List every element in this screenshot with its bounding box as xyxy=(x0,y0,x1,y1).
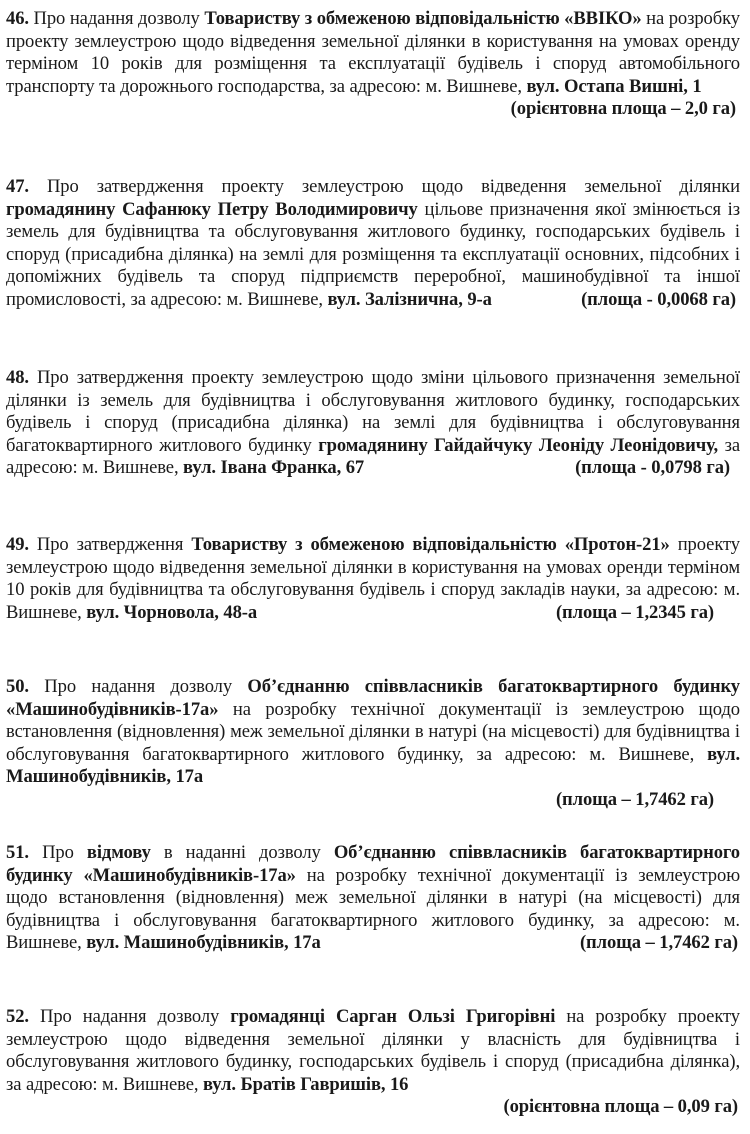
decision-item-52 xyxy=(6,1006,740,1119)
item-address: вул. Машинобудівників, 17а xyxy=(6,743,740,788)
decision-item-47 xyxy=(6,176,740,312)
item-number: 51. xyxy=(6,842,29,863)
item-number: 49. xyxy=(6,534,29,555)
item-text: проекту землеустрою щодо відведення земельної ділянки в користування на умовах оренди терміном 10 років для будівництва та обслуговування будівель і споруд закладів науки, за адресою: м. Вишневе, xyxy=(6,534,740,623)
item-number: 46. xyxy=(6,8,29,29)
item-text: Про затвердження xyxy=(36,534,192,555)
item-recipient: Товариству з обмеженою відповідальністю «Протон-21» xyxy=(191,534,670,555)
item-recipient: громадянину Сафанюку Петру Володимировичу xyxy=(6,198,418,220)
item-area: (орієнтовна площа – 0,09 га) xyxy=(503,1096,738,1118)
item-text: на розробку технічної документації із землеустрою щодо встановлення (відновлення) меж земельної ділянки в натурі (на місцевості) для будівництва і обслуговування багатоквартирного житлового будинку, за адресою: м. Вишневе, xyxy=(6,864,740,954)
item-recipient: Об’єднанню співвласників багатоквартирного будинку «Машинобудівників-17а» xyxy=(6,842,741,886)
decision-item-51 xyxy=(6,842,740,955)
item-text: Про xyxy=(42,842,87,863)
item-address: вул. Машинобудівників, 17а xyxy=(86,932,321,954)
item-address: вул. Остапа Вишні, 1 xyxy=(526,75,702,97)
item-address: вул. Івана Франка, 67 xyxy=(183,457,365,479)
item-text: на розробку технічної документації із землеустрою щодо встановлення (відновлення) меж земельної ділянки в натурі (на місцевості) для будівництва і обслуговування багатоквартирного житлового будинку, за адресою: м. Вишневе, xyxy=(6,698,740,765)
item-area: (площа – 1,7462 га) xyxy=(579,932,738,954)
item-recipient: Товариству з обмеженою відповідальністю «ВВІКО» xyxy=(204,8,642,29)
decision-item-49 xyxy=(6,534,740,624)
item-recipient: громадянину Гайдайчуку Леоніду Леонідовичу, xyxy=(318,434,719,456)
decision-item-48 xyxy=(6,367,740,480)
item-text: в наданні дозволу xyxy=(150,842,334,863)
item-text: за адресою: м. Вишневе, xyxy=(6,434,740,479)
decision-item-46 xyxy=(6,8,740,121)
item-area: (площа - 0,0068 га) xyxy=(581,288,736,310)
item-area: (площа – 1,7462 га) xyxy=(555,788,714,810)
item-area: (площа - 0,0798 га) xyxy=(575,457,730,479)
item-number: 52. xyxy=(6,1006,29,1027)
item-recipient: громадянці Сарган Ользі Григорівні xyxy=(230,1006,556,1027)
item-recipient: Об’єднанню співвласників багатоквартирного будинку «Машинобудівників-17а» xyxy=(6,676,740,720)
item-address: вул. Чорновола, 48-а xyxy=(86,601,258,623)
item-text: Про надання дозволу xyxy=(33,8,205,29)
item-area: (орієнтовна площа – 2,0 га) xyxy=(510,98,736,120)
item-text: Про надання дозволу xyxy=(44,676,248,697)
item-text: цільове призначення якої змінюється із земель для будівництва та обслуговування житлового будинку, господарських будівель і споруд (присадибна ділянка) на землі для розміщення та експлуатації основних, підсобних і допоміжних будівель та споруд підприємств переробної, машинобудівної та іншої промисловості, за адресою: м. Вишневе, xyxy=(6,198,740,310)
item-text: Про затвердження проекту землеустрою щодо відведення земельної ділянки xyxy=(46,176,740,197)
item-address: вул. Залізнична, 9-а xyxy=(327,288,492,310)
item-address: вул. Братів Гавришів, 16 xyxy=(202,1073,409,1095)
item-text: на розробку проекту землеустрою щодо відведення земельної ділянки у власність для будівництва і обслуговування житлового будинку, господарських будівель і споруд (присадибна ділянка), за адресою: м. Вишневе, xyxy=(6,1006,740,1095)
item-number: 47. xyxy=(6,176,29,197)
item-area: (площа – 1,2345 га) xyxy=(555,601,714,623)
item-text: на розробку проекту землеустрою щодо відведення земельної ділянки в користування на умовах оренду терміном 10 років для розміщення та експлуатації будівель і споруд автомобільного транспорту та дорожнього господарства, за адресою: м. Вишневе, xyxy=(6,8,740,97)
item-number: 48. xyxy=(6,367,29,388)
item-text: Про затвердження проекту землеустрою щодо зміни цільового призначення земельної ділянки із земель для будівництва і обслуговування житлового будинку, господарських будівель і споруд (присадибна ділянка) на землі для будівництва і обслуговування багатоквартирного житлового будинку xyxy=(6,367,740,456)
item-refusal: відмову xyxy=(86,842,151,863)
decision-item-50 xyxy=(6,676,740,812)
item-number: 50. xyxy=(6,676,29,697)
item-text: Про надання дозволу xyxy=(40,1006,231,1027)
